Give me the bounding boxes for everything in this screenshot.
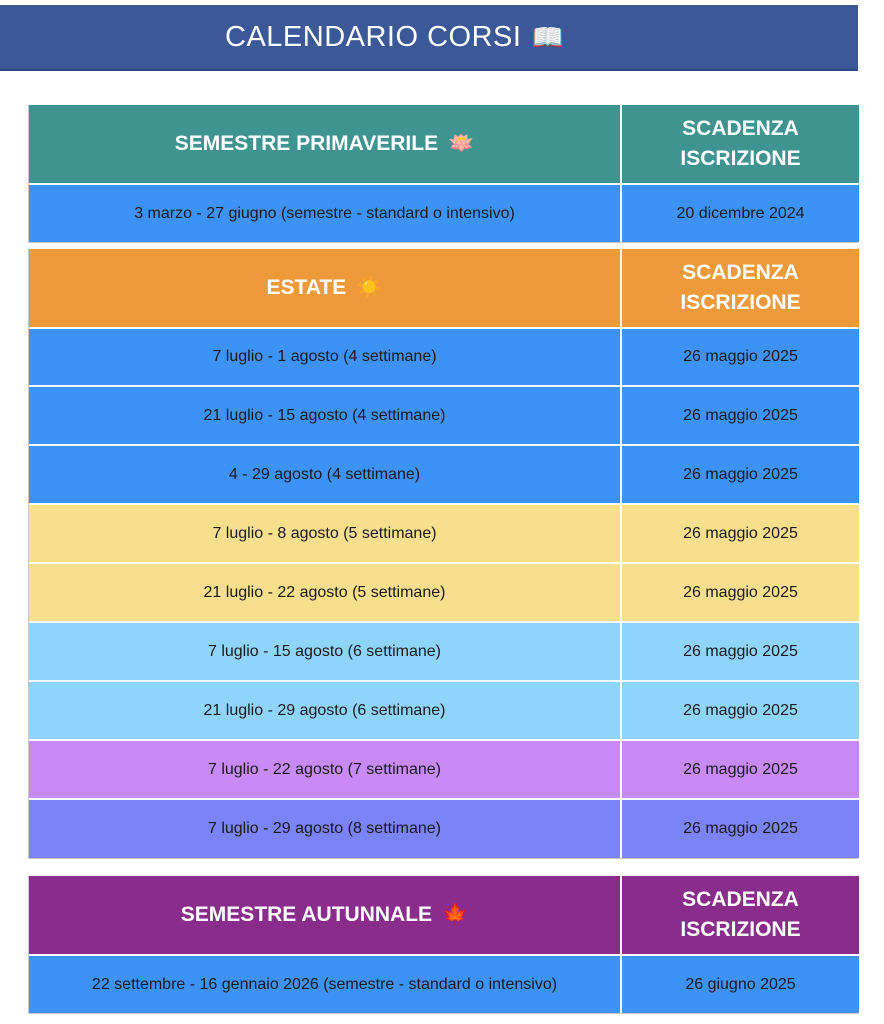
table-row	[29, 564, 859, 623]
deadline-header-line2: ISCRIZIONE	[680, 291, 801, 314]
enrollment-deadline: 26 maggio 2025	[622, 741, 859, 798]
table-row	[29, 956, 859, 1013]
enrollment-deadline: 26 giugno 2025	[622, 956, 859, 1013]
deadline-header-line1: SCADENZA	[682, 117, 799, 140]
table-row	[29, 185, 859, 242]
deadline-header-cell	[622, 876, 859, 954]
lotus-icon: 🪷	[448, 132, 475, 155]
table-row	[29, 387, 859, 446]
course-dates: 3 marzo - 27 giugno (semestre - standard o intensivo)	[29, 185, 622, 242]
course-dates: 7 luglio - 1 agosto (4 settimane)	[29, 329, 622, 385]
course-dates: 7 luglio - 22 agosto (7 settimane)	[29, 741, 622, 798]
section-title-cell	[29, 105, 622, 183]
deadline-header-line2: ISCRIZIONE	[680, 147, 801, 170]
page-title-banner	[0, 5, 858, 71]
autumn-semester-table	[28, 876, 858, 1014]
section-title: SEMESTRE PRIMAVERILE	[174, 132, 439, 155]
course-dates: 4 - 29 agosto (4 settimane)	[29, 446, 622, 503]
course-dates: 22 settembre - 16 gennaio 2026 (semestre - standard o intensivo)	[29, 956, 622, 1013]
enrollment-deadline: 26 maggio 2025	[622, 446, 859, 503]
enrollment-deadline: 26 maggio 2025	[622, 564, 859, 621]
deadline-header-line1: SCADENZA	[682, 888, 799, 911]
table-row	[29, 329, 859, 387]
section-title: SEMESTRE AUTUNNALE	[180, 903, 433, 926]
enrollment-deadline: 20 dicembre 2024	[622, 185, 859, 242]
section-title-cell	[29, 249, 622, 327]
table-row	[29, 741, 859, 800]
deadline-header-line1: SCADENZA	[682, 261, 799, 284]
table-row	[29, 623, 859, 682]
deadline-header-cell	[622, 105, 859, 183]
table-row	[29, 682, 859, 741]
book-icon: 📖	[531, 21, 565, 52]
maple-leaf-icon: 🍁	[442, 903, 469, 926]
sun-icon: ☀️	[356, 276, 383, 299]
section-header	[29, 876, 859, 956]
section-title: ESTATE	[266, 276, 347, 299]
course-dates: 7 luglio - 29 agosto (8 settimane)	[29, 800, 622, 858]
page-title: CALENDARIO CORSI	[225, 20, 522, 53]
course-dates: 21 luglio - 29 agosto (6 settimane)	[29, 682, 622, 739]
course-dates: 21 luglio - 22 agosto (5 settimane)	[29, 564, 622, 621]
enrollment-deadline: 26 maggio 2025	[622, 682, 859, 739]
table-row	[29, 800, 859, 858]
enrollment-deadline: 26 maggio 2025	[622, 800, 859, 858]
summer-table	[28, 249, 858, 859]
enrollment-deadline: 26 maggio 2025	[622, 387, 859, 444]
enrollment-deadline: 26 maggio 2025	[622, 623, 859, 680]
deadline-header-line2: ISCRIZIONE	[680, 918, 801, 941]
course-dates: 7 luglio - 15 agosto (6 settimane)	[29, 623, 622, 680]
enrollment-deadline: 26 maggio 2025	[622, 329, 859, 385]
table-row	[29, 446, 859, 505]
section-header	[29, 249, 859, 329]
course-dates: 7 luglio - 8 agosto (5 settimane)	[29, 505, 622, 562]
enrollment-deadline: 26 maggio 2025	[622, 505, 859, 562]
section-header	[29, 105, 859, 185]
course-dates: 21 luglio - 15 agosto (4 settimane)	[29, 387, 622, 444]
table-row	[29, 505, 859, 564]
spring-semester-table	[28, 105, 858, 243]
section-title-cell	[29, 876, 622, 954]
deadline-header-cell	[622, 249, 859, 327]
